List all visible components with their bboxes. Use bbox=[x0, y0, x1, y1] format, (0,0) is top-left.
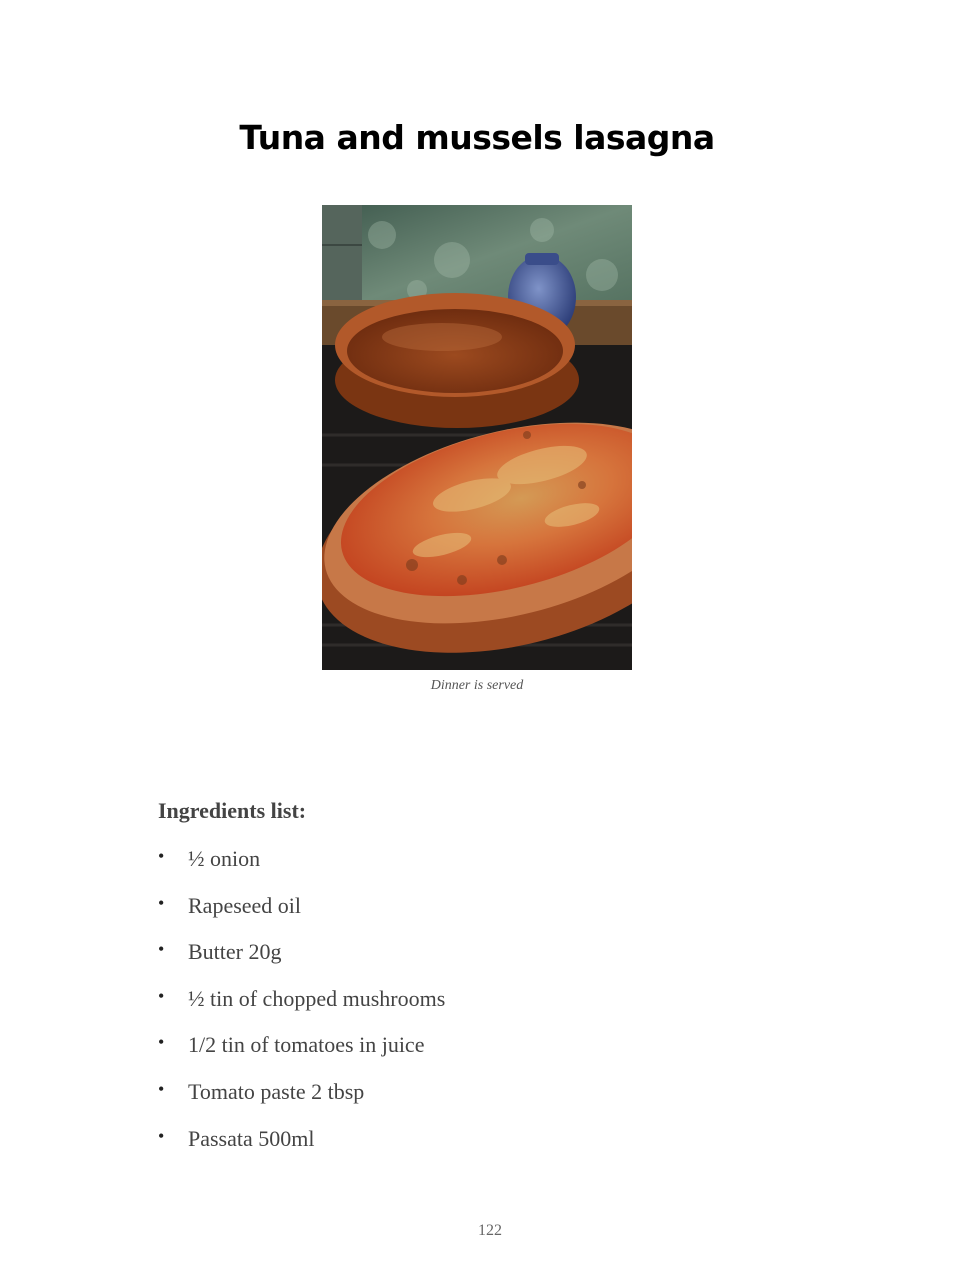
bullet-icon: • bbox=[158, 985, 165, 1006]
bullet-icon: • bbox=[158, 1078, 165, 1099]
photo-caption: Dinner is served bbox=[430, 678, 524, 693]
ingredient-text: Rapeseed oil bbox=[188, 892, 302, 918]
bullet-icon: • bbox=[158, 1032, 165, 1053]
ingredients-heading: Ingredients list: bbox=[158, 798, 307, 823]
ingredient-text: Tomato paste 2 tbsp bbox=[188, 1078, 365, 1104]
recipe-photo bbox=[322, 205, 632, 670]
bullet-icon: • bbox=[158, 939, 165, 960]
ingredient-text: 1/2 tin of tomatoes in juice bbox=[188, 1032, 425, 1058]
bullet-icon: • bbox=[158, 892, 165, 913]
ingredient-text: ½ onion bbox=[188, 846, 261, 871]
page-number: 122 bbox=[478, 1222, 502, 1239]
ingredient-text: ½ tin of chopped mushrooms bbox=[188, 985, 446, 1011]
ingredient-text: Passata 500ml bbox=[188, 1125, 315, 1151]
ingredient-text: Butter 20g bbox=[188, 939, 282, 965]
bullet-icon: • bbox=[158, 846, 165, 866]
bullet-icon: • bbox=[158, 1125, 165, 1146]
page-title: Tuna and mussels lasagna bbox=[239, 118, 715, 157]
lasagna-dish-image bbox=[322, 205, 632, 670]
